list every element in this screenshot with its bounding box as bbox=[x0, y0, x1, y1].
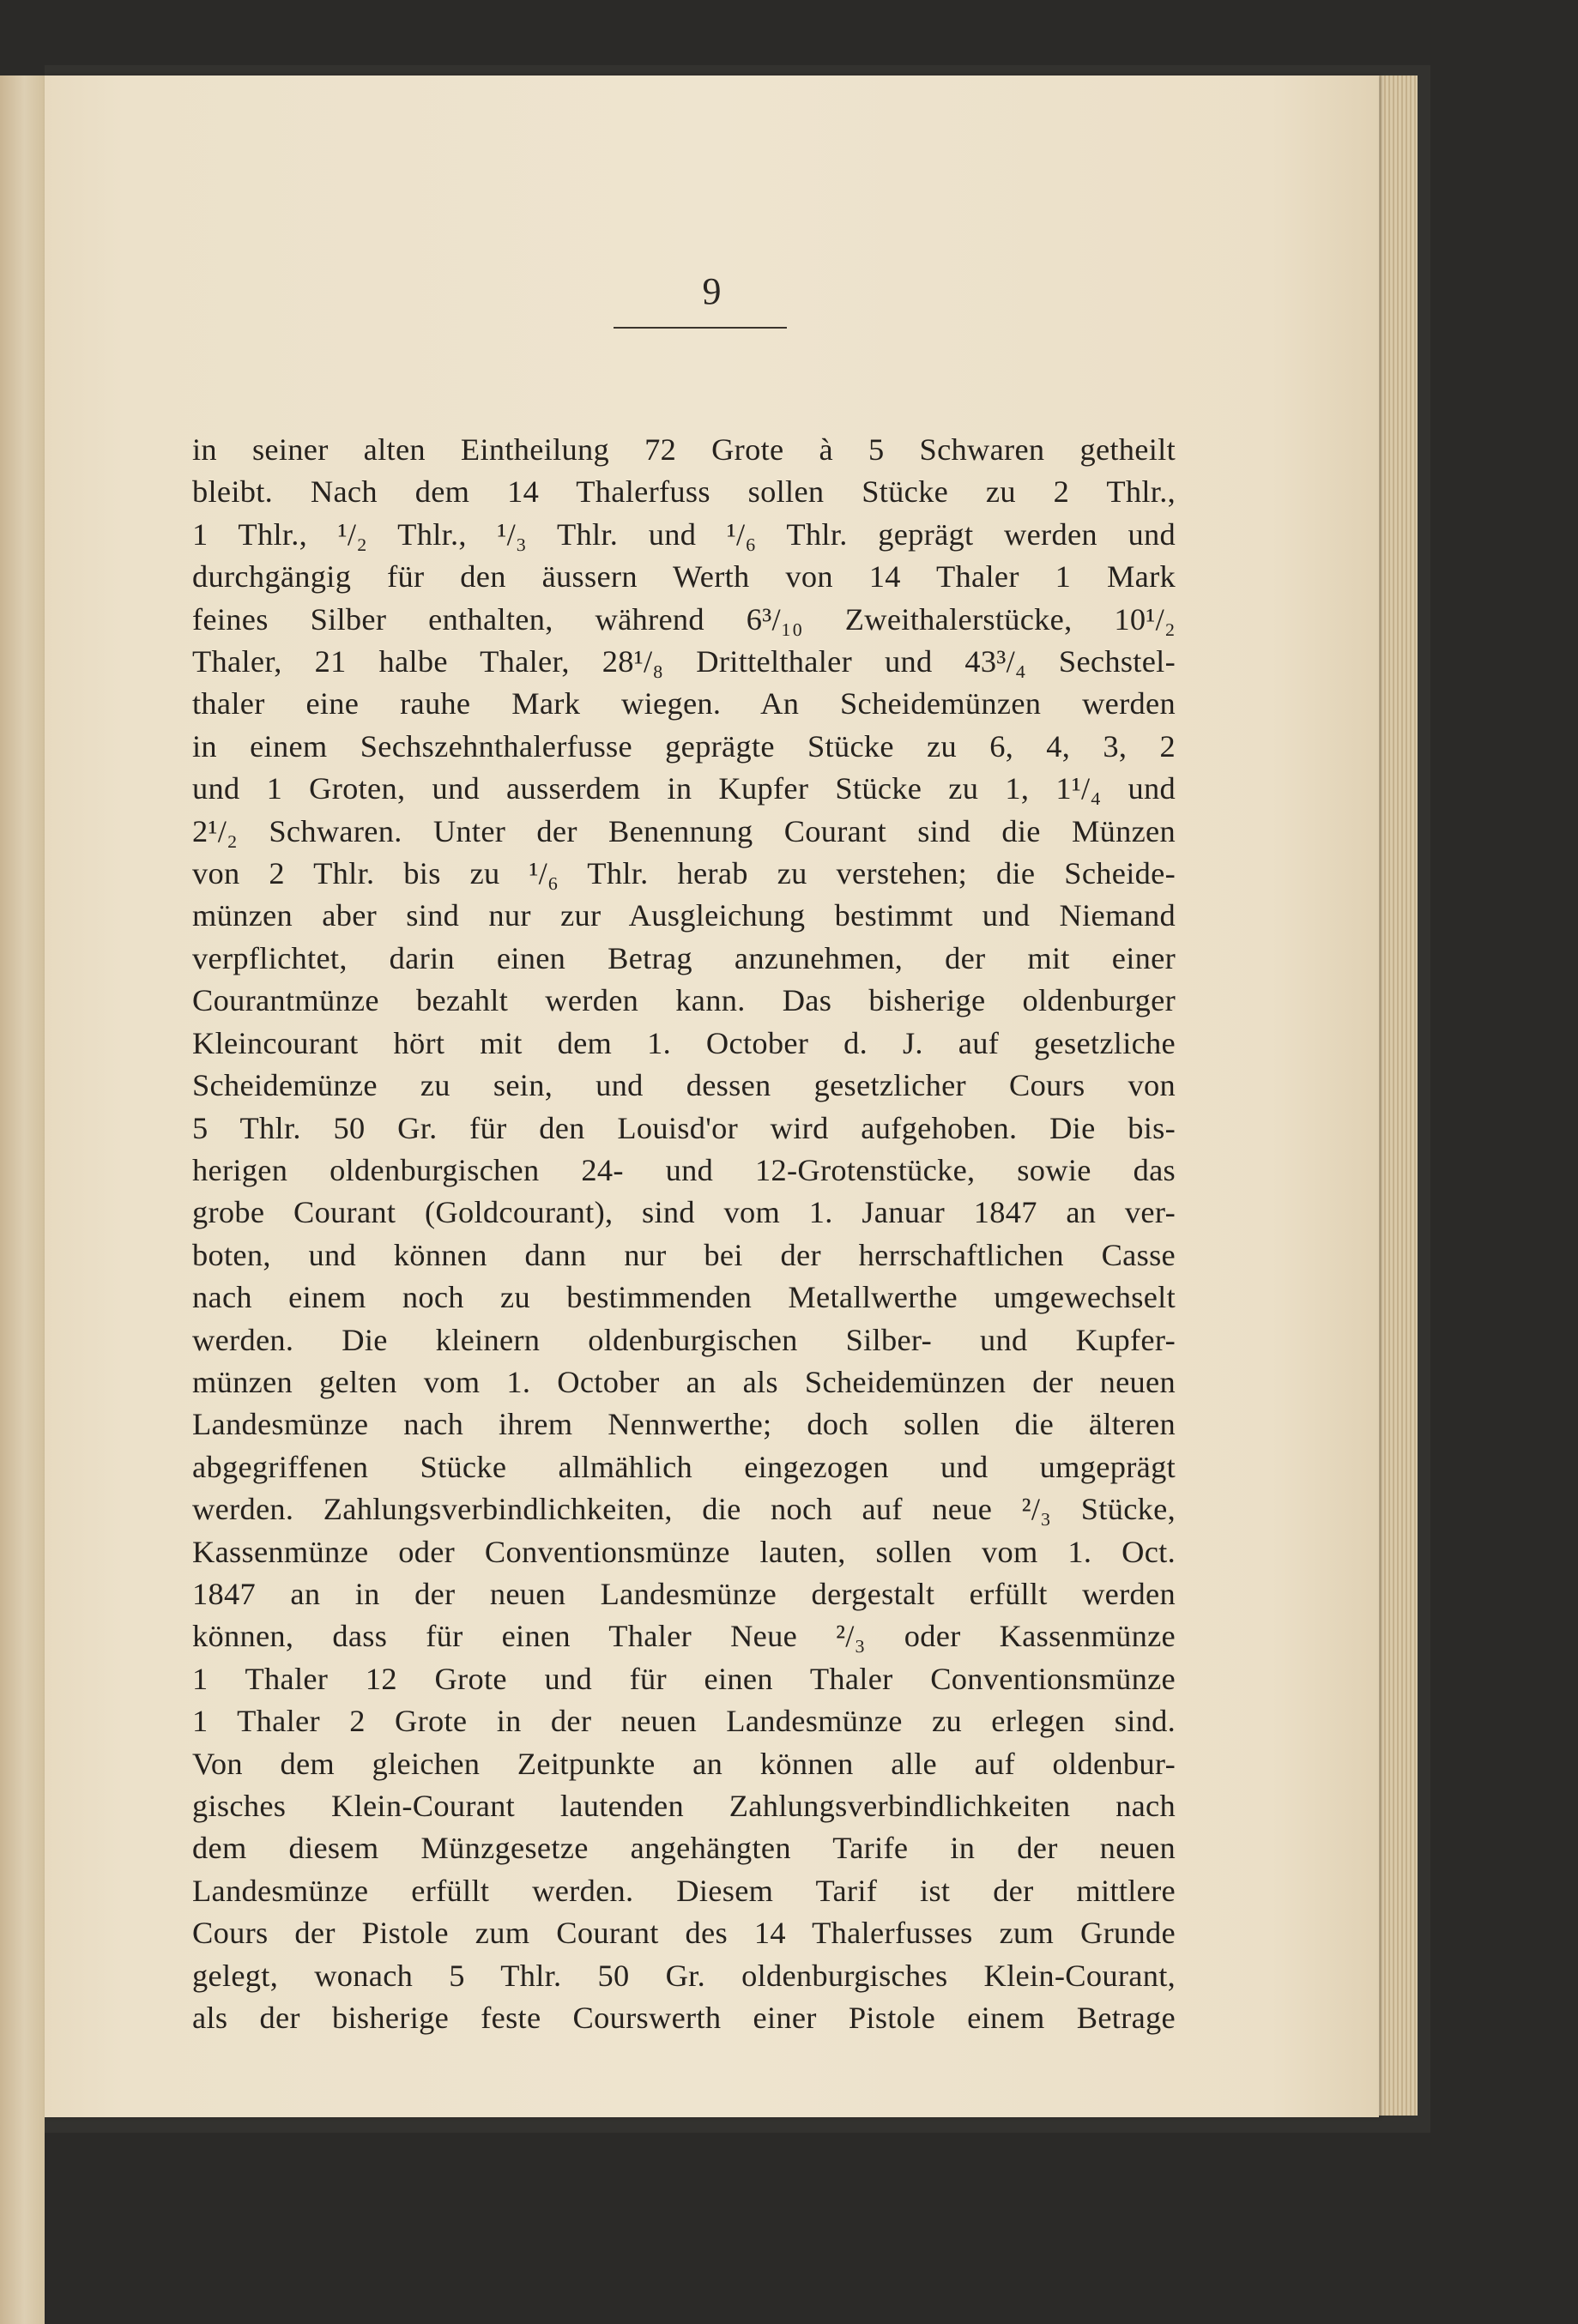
text-line: 1 Thaler 12 Grote und für einen Thaler Conventionsmünze bbox=[192, 1661, 1176, 1696]
text-line: Cours der Pistole zum Courant des 14 Thalerfusses zum Grunde bbox=[192, 1916, 1176, 1951]
text-line: werden. Zahlungsverbindlichkeiten, die noch auf neue ²/₃ Stücke, bbox=[192, 1492, 1176, 1527]
text-line: Kassenmünze oder Conventionsmünze lauten, sollen vom 1. Oct. bbox=[192, 1534, 1176, 1569]
body-text bbox=[192, 429, 1176, 2039]
text-line: Landesmünze nach ihrem Nennwerthe; doch sollen die älteren bbox=[192, 1407, 1176, 1442]
facing-page-edge bbox=[0, 75, 45, 2324]
text-line: Von dem gleichen Zeitpunkte an können alle auf oldenbur- bbox=[192, 1746, 1176, 1781]
text-line: in seiner alten Eintheilung 72 Grote à 5 Schwaren getheilt bbox=[192, 432, 1176, 467]
text-line: boten, und können dann nur bei der herrschaftlichen Casse bbox=[192, 1237, 1176, 1272]
text-line: bleibt. Nach dem 14 Thalerfuss sollen Stücke zu 2 Thlr., bbox=[192, 474, 1176, 510]
text-line: von 2 Thlr. bis zu ¹/₆ Thlr. herab zu verstehen; die Scheide- bbox=[192, 856, 1176, 891]
text-line: Landesmünze erfüllt werden. Diesem Tarif ist der mittlere bbox=[192, 1873, 1176, 1908]
text-line: Kleincourant hört mit dem 1. October d. J. auf gesetzliche bbox=[192, 1025, 1176, 1060]
text-line: können, dass für einen Thaler Neue ²/₃ oder Kassenmünze bbox=[192, 1619, 1176, 1654]
text-line: Courantmünze bezahlt werden kann. Das bisherige oldenburger bbox=[192, 983, 1176, 1018]
text-line: grobe Courant (Goldcourant), sind vom 1. Januar 1847 an ver- bbox=[192, 1195, 1176, 1230]
page-number: 9 bbox=[702, 270, 722, 312]
text-line: münzen aber sind nur zur Ausgleichung bestimmt und Niemand bbox=[192, 898, 1176, 933]
text-line: gelegt, wonach 5 Thlr. 50 Gr. oldenburgisches Klein-Courant, bbox=[192, 1958, 1176, 1993]
text-line: in einem Sechszehnthalerfusse geprägte Stücke zu 6, 4, 3, 2 bbox=[192, 728, 1176, 764]
text-line: thaler eine rauhe Mark wiegen. An Scheidemünzen werden bbox=[192, 686, 1176, 721]
text-line: gisches Klein-Courant lautenden Zahlungsverbindlichkeiten nach bbox=[192, 1789, 1176, 1823]
text-line: als der bisherige feste Courswerth einer Pistole einem Betrage bbox=[192, 2001, 1176, 2036]
text-line: 1847 an in der neuen Landesmünze dergestalt erfüllt werden bbox=[192, 1576, 1176, 1611]
text-line: 2¹/₂ Schwaren. Unter der Benennung Courant sind die Münzen bbox=[192, 813, 1176, 848]
header-rule bbox=[614, 327, 787, 329]
text-line: Thaler, 21 halbe Thaler, 28¹/₈ Drittelthaler und 43³/₄ Sechstel- bbox=[192, 644, 1176, 679]
text-line: nach einem noch zu bestimmenden Metallwerthe umgewechselt bbox=[192, 1280, 1176, 1315]
text-line: herigen oldenburgischen 24- und 12-Grotenstücke, sowie das bbox=[192, 1152, 1176, 1187]
text-line: dem diesem Münzgesetze angehängten Tarife in der neuen bbox=[192, 1831, 1176, 1866]
text-line: und 1 Groten, und ausserdem in Kupfer Stücke zu 1, 1¹/₄ und bbox=[192, 771, 1176, 806]
text-line: feines Silber enthalten, während 6³/₁₀ Zweithalerstücke, 10¹/₂ bbox=[192, 601, 1176, 637]
text-line: werden. Die kleinern oldenburgischen Silber- und Kupfer- bbox=[192, 1322, 1176, 1357]
text-line: 5 Thlr. 50 Gr. für den Louisd'or wird aufgehoben. Die bis- bbox=[192, 1110, 1176, 1145]
text-line: Scheidemünze zu sein, und dessen gesetzlicher Cours von bbox=[192, 1068, 1176, 1103]
text-line: 1 Thlr., ¹/₂ Thlr., ¹/₃ Thlr. und ¹/₆ Thlr. geprägt werden und bbox=[192, 516, 1176, 552]
text-line: 1 Thaler 2 Grote in der neuen Landesmünze zu erlegen sind. bbox=[192, 1704, 1176, 1739]
text-line: abgegriffenen Stücke allmählich eingezogen und umgeprägt bbox=[192, 1449, 1176, 1484]
text-line: verpflichtet, darin einen Betrag anzunehmen, der mit einer bbox=[192, 940, 1176, 975]
book-page bbox=[45, 75, 1379, 2117]
text-line: durchgängig für den äussern Werth von 14 Thaler 1 Mark bbox=[192, 559, 1176, 595]
text-line: münzen gelten vom 1. October an als Scheidemünzen der neuen bbox=[192, 1364, 1176, 1399]
